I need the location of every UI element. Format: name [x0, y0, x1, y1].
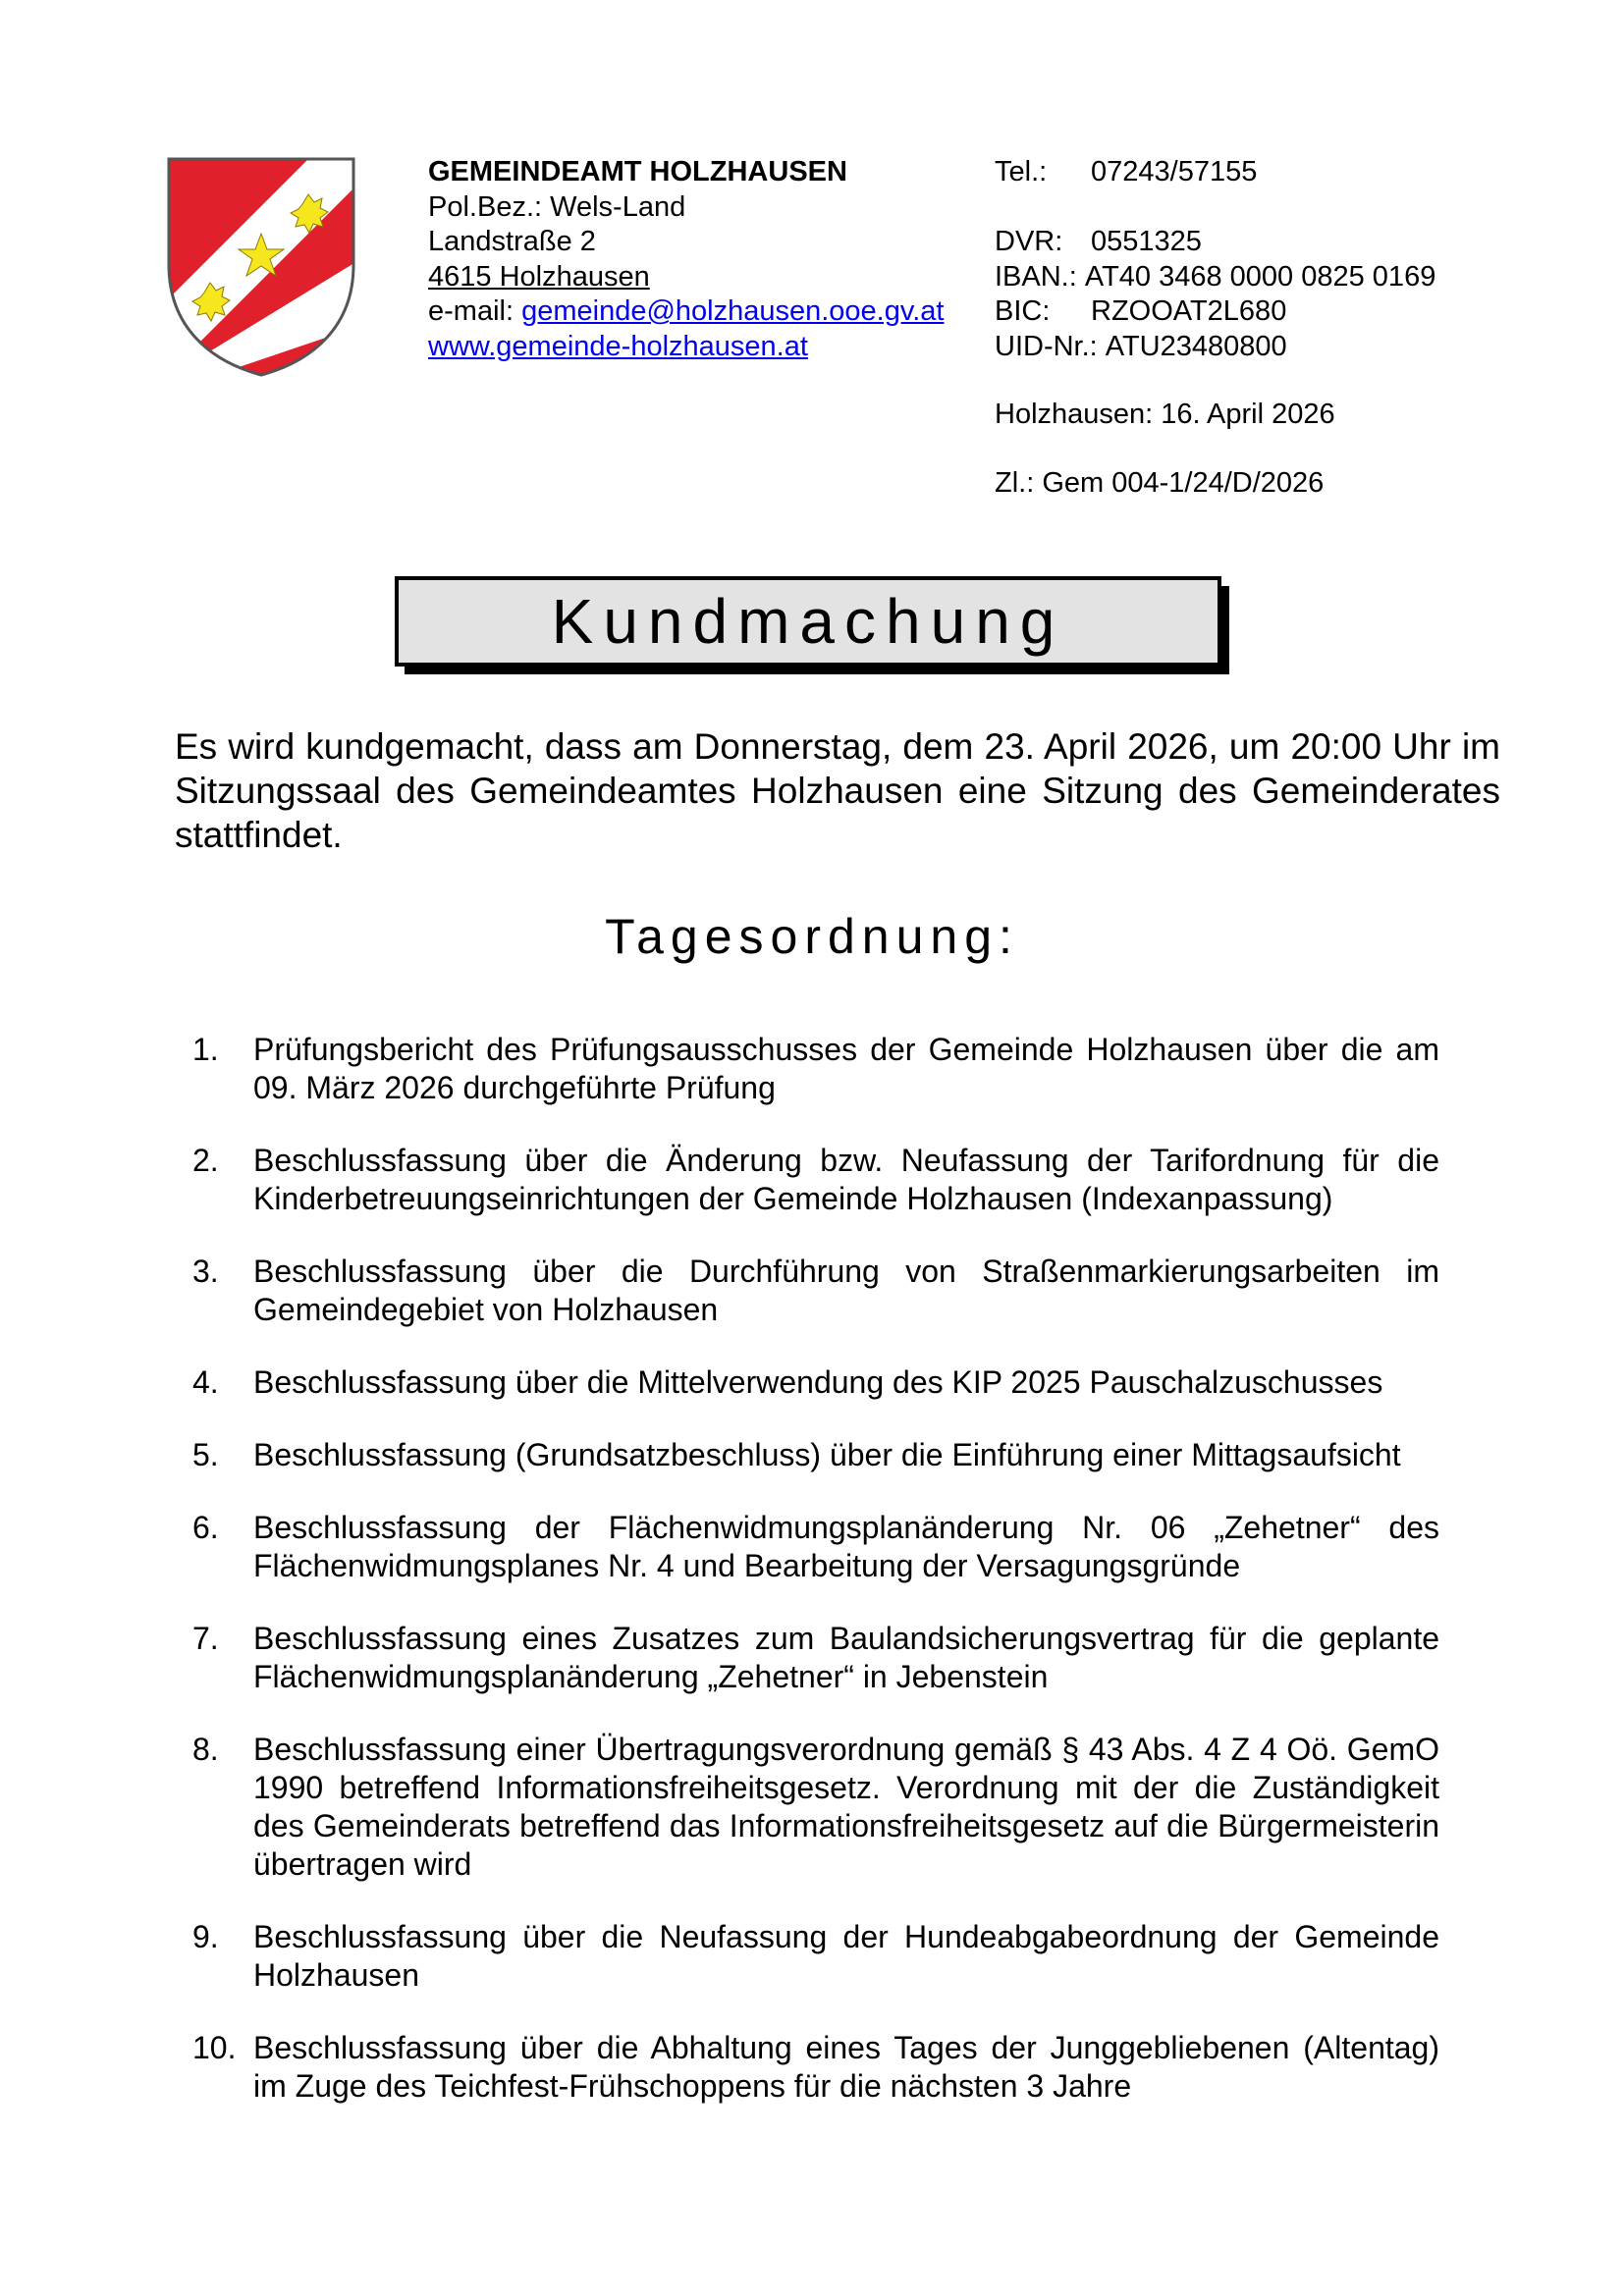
dvr-label: DVR: [995, 226, 1063, 257]
agenda-item-number: 6. [192, 1510, 219, 1545]
agenda-item-text: Beschlussfassung (Grundsatzbeschluss) über die Einführung einer Mittagsaufsicht [253, 1437, 1401, 1472]
blank-row [995, 190, 1435, 226]
agenda-item-number: 9. [192, 1919, 219, 1954]
agenda-list [192, 1031, 1439, 2140]
email-link[interactable]: gemeinde@holzhausen.ooe.gv.at [521, 295, 945, 327]
agenda-item [192, 1031, 1439, 1107]
email-label: e-mail: [428, 295, 522, 327]
agenda-item [192, 1620, 1439, 1696]
agenda-item-text: Beschlussfassung über die Neufassung der Hundeabgabeordnung der Gemeinde Holzhausen [253, 1919, 1439, 1993]
email-line [428, 294, 944, 330]
uid-label: UID-Nr.: [995, 330, 1098, 362]
agenda-item-number: 1. [192, 1032, 219, 1067]
agenda-item-text: Beschlussfassung der Flächenwidmungsplanänderung Nr. 06 „Zehetner“ des Flächenwidmungsplanes Nr. 4 und Bearbeitung der Versagungsgründe [253, 1510, 1439, 1583]
agenda-item-text: Beschlussfassung über die Änderung bzw. Neufassung der Tarifordnung für die Kinderbetreuungseinrichtungen der Gemeinde Holzhausen (Indexanpassung) [253, 1143, 1439, 1216]
contact-block [995, 155, 1435, 364]
agenda-item [192, 1436, 1439, 1474]
agenda-item-number: 4. [192, 1364, 219, 1400]
iban-label: IBAN.: [995, 260, 1077, 293]
agenda-item-number: 3. [192, 1254, 219, 1289]
uid-value: ATU23480800 [1105, 330, 1287, 362]
city: 4615 Holzhausen [428, 260, 650, 293]
agenda-item-number: 8. [192, 1732, 219, 1767]
agenda-item [192, 1918, 1439, 1995]
iban-value: AT40 3468 0000 0825 0169 [1084, 260, 1436, 293]
agenda-item-number: 7. [192, 1621, 219, 1656]
agenda-item-number: 10. [192, 2030, 237, 2065]
dvr-value: 0551325 [1091, 226, 1202, 257]
agenda-item-text: Beschlussfassung über die Durchführung von Straßenmarkierungsarbeiten im Gemeindegebiet von Holzhausen [253, 1254, 1439, 1327]
agenda-title: Tagesordnung: [605, 909, 1019, 964]
bic-label: BIC: [995, 295, 1051, 327]
agenda-item-text: Beschlussfassung über die Abhaltung eines Tages der Junggebliebenen (Altentag) im Zuge des Teichfest-Frühschoppens für die nächsten 3 Jahre [253, 2030, 1439, 2104]
agenda-item [192, 1363, 1439, 1402]
date-line: Holzhausen: 16. April 2026 [995, 399, 1335, 430]
agenda-item-text: Beschlussfassung eines Zusatzes zum Baulandsicherungsvertrag für die geplante Flächenwidmungsplanänderung „Zehetner“ in Jebenstein [253, 1621, 1439, 1694]
agenda-item-number: 2. [192, 1143, 219, 1178]
intro-paragraph: Es wird kundgemacht, dass am Donnerstag, dem 23. April 2026, um 20:00 Uhr im Sitzungssaal des Gemeindeamtes Holzhausen eine Sitzung des Gemeinderates stattfindet. [175, 726, 1500, 855]
bic-value: RZOOAT2L680 [1091, 295, 1287, 327]
agenda-item [192, 2029, 1439, 2106]
agenda-item-text: Beschlussfassung über die Mittelverwendung des KIP 2025 Pauschalzuschusses [253, 1364, 1383, 1400]
agenda-item-number: 5. [192, 1437, 219, 1472]
district: Pol.Bez.: Wels-Land [428, 190, 686, 223]
uid-row [995, 330, 1435, 365]
reference-number: Zl.: Gem 004-1/24/D/2026 [995, 467, 1325, 499]
dvr-row [995, 225, 1435, 260]
bic-row [995, 294, 1435, 330]
document-title: Kundmachung [395, 576, 1221, 667]
website-link[interactable]: www.gemeinde-holzhausen.at [428, 330, 808, 362]
street: Landstraße 2 [428, 226, 596, 257]
coat-of-arms-icon [165, 155, 357, 379]
tel-label: Tel.: [995, 156, 1048, 187]
agenda-item-text: Prüfungsbericht des Prüfungsausschusses der Gemeinde Holzhausen über die am 09. März 2026 durchgeführte Prüfung [253, 1032, 1439, 1105]
agenda-item [192, 1253, 1439, 1329]
office-name: GEMEINDEAMT HOLZHAUSEN [428, 156, 847, 187]
agenda-item-text: Beschlussfassung einer Übertragungsverordnung gemäß § 43 Abs. 4 Z 4 Oö. GemO 1990 betreffend Informationsfreiheitsgesetz. Verordnung mit der die Zuständigkeit des Gemeinderats betreffend das Informationsfreiheitsgesetz auf die Bürgermeisterin übertragen wird [253, 1732, 1439, 1882]
agenda-item [192, 1731, 1439, 1884]
tel-value: 07243/57155 [1091, 156, 1258, 187]
agenda-item [192, 1142, 1439, 1218]
agenda-item [192, 1509, 1439, 1585]
address-block [428, 155, 944, 364]
tel-row [995, 155, 1435, 190]
iban-row [995, 260, 1435, 295]
